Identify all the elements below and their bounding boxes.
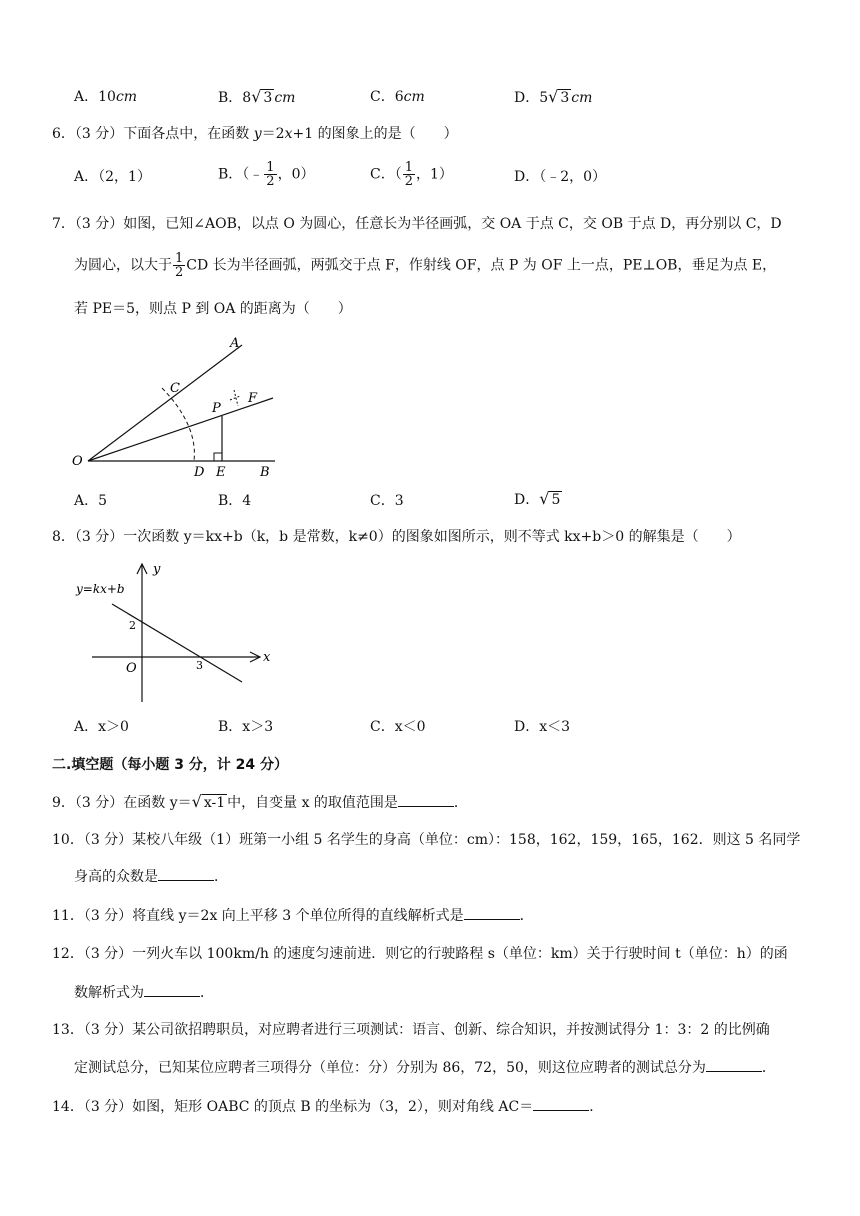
q7-label-d: D bbox=[194, 465, 205, 480]
q13-stem-line1: 13．（3 分）某公司欲招聘职员，对应聘者进行三项测试：语言、创新、综合知识，并按测试得分 1：3：2 的比例确 bbox=[52, 1022, 770, 1038]
q9-stem: 9．（3 分）在函数 y＝√ x-1 中，自变量 x 的取值范围是 ． bbox=[52, 792, 468, 811]
section-heading-fill-in: 二.填空题（每小题 3 分，计 24 分） bbox=[52, 757, 289, 773]
q13-stem-line2: 定测试总分，已知某位应聘者三项得分（单位：分）分别为 86，72，50，则这位应聘者的测试总分为 ． bbox=[74, 1057, 776, 1078]
q7-option-c: C．3 bbox=[370, 493, 404, 509]
q7-label-f: F bbox=[248, 391, 258, 406]
q12-answer-blank[interactable] bbox=[144, 982, 200, 997]
q7-figure bbox=[70, 330, 290, 480]
q7-stem-line2: 为圆心，以大于 $\frac{1}{2}$ CD 长为半径画弧，两弧交于点 F，作射线 OF，点 P 为 OF 上一点，PE⊥OB，垂足为点 E， bbox=[74, 251, 777, 280]
q8-option-d: D．x＜3 bbox=[514, 719, 571, 735]
q8-option-c: C．x＜0 bbox=[370, 719, 426, 735]
q5-option-d: D．5√ 3 cm bbox=[514, 87, 593, 106]
q11-answer-blank[interactable] bbox=[464, 905, 520, 920]
q7-stem-line3: 若 PE＝5，则点 P 到 OA 的距离为（ ） bbox=[74, 301, 352, 317]
q9-answer-blank[interactable] bbox=[398, 792, 454, 807]
q7-option-d: D．√ 5 bbox=[514, 489, 561, 508]
q7-label-c: C bbox=[170, 381, 180, 396]
q6-option-b: B．（﹣ $\frac{1}{2}$ ，0） bbox=[218, 160, 315, 189]
q5-option-c: C．6cm bbox=[370, 89, 425, 105]
q6-option-d: D．（﹣2，0） bbox=[514, 169, 607, 185]
q7-label-p: P bbox=[212, 401, 221, 416]
q14-stem: 14．（3 分）如图，矩形 OABC 的顶点 B 的坐标为（3，2），则对角线 AC＝ ． bbox=[52, 1096, 603, 1117]
q12-stem-line1: 12．（3 分）一列火车以 100km/h 的速度匀速前进．则它的行驶路程 s（单位：km）关于行驶时间 t（单位：h）的函 bbox=[52, 946, 788, 962]
q7-label-a: A bbox=[230, 336, 240, 351]
q8-x-intercept-label: 3 bbox=[196, 659, 203, 672]
q5-option-a: A．10cm bbox=[74, 89, 138, 105]
q8-func-label: y=kx+b bbox=[76, 582, 125, 596]
q6-option-a: A．（2，1） bbox=[74, 169, 151, 185]
q8-stem: 8．（3 分）一次函数 y＝kx+b（k，b 是常数，k≠0）的图象如图所示，则不等式 kx+b＞0 的解集是（ ） bbox=[52, 529, 741, 545]
q8-option-a: A．x＞0 bbox=[74, 719, 129, 735]
q7-option-b: B．4 bbox=[218, 493, 252, 509]
q7-label-b: B bbox=[260, 465, 270, 480]
q8-option-b: B．x＞3 bbox=[218, 719, 274, 735]
q11-stem: 11．（3 分）将直线 y＝2x 向上平移 3 个单位所得的直线解析式是 ． bbox=[52, 905, 534, 926]
q5-option-b: B．8√ 3 cm bbox=[218, 87, 296, 106]
q8-origin-label: O bbox=[126, 661, 137, 676]
q7-label-o: O bbox=[72, 454, 83, 469]
q6-stem: 6．（3 分）下面各点中，在函数 y＝2x+1 的图象上的是（ ） bbox=[52, 126, 458, 142]
q10-stem-line1: 10．（3 分）某校八年级（1）班第一小组 5 名学生的身高（单位：cm）：158，162，159，165，162．则这 5 名同学 bbox=[52, 832, 801, 848]
q10-stem-line2: 身高的众数是 ． bbox=[74, 866, 228, 887]
q7-stem-line1: 7．（3 分）如图，已知∠AOB，以点 O 为圆心，任意长为半径画弧，交 OA 于点 C，交 OB 于点 D，再分别以 C，D bbox=[52, 216, 782, 232]
q6-option-c: C．（ $\frac{1}{2}$ ，1） bbox=[370, 160, 453, 189]
q8-x-axis-label: x bbox=[263, 650, 271, 665]
q8-graph bbox=[70, 556, 290, 708]
q8-y-intercept-label: 2 bbox=[129, 619, 136, 632]
q12-stem-line2: 数解析式为 ． bbox=[74, 982, 214, 1003]
q7-option-a: A．5 bbox=[74, 493, 108, 509]
q8-y-axis-label: y bbox=[153, 562, 161, 577]
q14-answer-blank[interactable] bbox=[533, 1096, 589, 1111]
q7-label-e: E bbox=[216, 465, 226, 480]
q13-answer-blank[interactable] bbox=[706, 1057, 762, 1072]
q10-answer-blank[interactable] bbox=[158, 866, 214, 881]
